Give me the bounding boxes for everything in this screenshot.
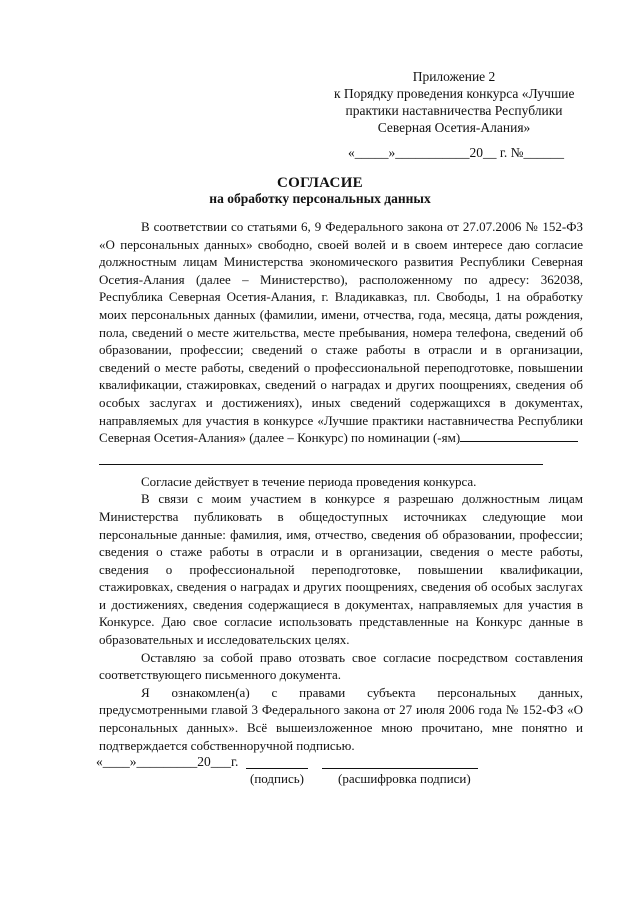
document-subtitle: на обработку персональных данных xyxy=(209,191,431,206)
paragraph-publication: В связи с моим участием в конкурсе я разрешаю должностным лицам Министерства публиковать в общедоступных источниках следующие мои персональные данные: фамилия, имя, отчество, сведения об образовании, профессии; сведения о стаже работы в отрасли и в организации, сведения о месте работы, сведения о профессиональной переподготовке, повышении квалификации, стажировках, сведения о наградах и других поощрениях, сведения об особых заслугах и достижениях, сведения содержащиеся в документах, направляемых для участия в Конкурсе. Даю свое согласие использовать представленные на Конкурс данные в образовательных и исследовательских целях. xyxy=(99,491,583,648)
document-date-number: «_____»___________20__ г. №______ xyxy=(348,145,565,160)
signature-decoding-caption: (расшифровка подписи) xyxy=(338,771,471,786)
appendix-line-4: Северная Осетия-Алания» xyxy=(377,120,531,135)
appendix-header xyxy=(334,68,574,136)
appendix-line-3: практики наставничества Республики xyxy=(345,103,563,118)
appendix-line-2: к Порядку проведения конкурса «Лучшие xyxy=(334,86,575,101)
paragraph-consent-text: В соответствии со статьями 6, 9 Федерального закона от 27.07.2006 № 152-ФЗ «О персональных данных» свободно, своей волей и в своем интересе даю согласие должностным лицам Министерства экономического развития Республики Северная Осетия-Алания (далее – Министерство), расположенному по адресу: 362038, Республика Северная Осетия-Алания, г. Владикавказ, пл. Свободы, 1 на обработку моих персональных данных (фамилии, имени, отчества, года, месяца, даты рождения, пола, сведений о месте жительства, месте пребывания, номера телефона, сведений об образовании, профессии; сведений о стаже работы в отрасли и в организации, сведений о месте работы, сведений о профессиональной переподготовке, повышении квалификации, стажировках, сведений о наградах и других поощрениях, сведения об особых заслугах и достижениях), иных сведений содержащихся в документах, направляемых для участия в конкурсе «Лучшие практики наставничества Республики Северная Осетия-Алания» (далее – Конкурс) по номинации (-ям) xyxy=(99,219,583,446)
appendix-line-1: Приложение 2 xyxy=(412,69,496,84)
paragraph-acknowledgement: Я ознакомлен(а) с правами субъекта персональных данных, предусмотренными главой 3 Федерального закона от 27 июля 2006 года № 152-ФЗ «О персональных данных». Всё вышеизложенное мною прочитано, мне понятно и подтверждается собственноручной подписью. xyxy=(99,684,583,753)
paragraph-consent xyxy=(99,218,583,447)
signature-decoding-line xyxy=(322,768,478,769)
signature-caption: (подпись) xyxy=(250,771,304,786)
paragraph-revoke: Оставляю за собой право отозвать свое согласие посредством составления соответствующего письменного документа. xyxy=(99,649,583,683)
document-title: СОГЛАСИЕ xyxy=(277,175,363,191)
document-body xyxy=(99,218,583,754)
nomination-blank-line xyxy=(99,447,543,465)
nomination-blank xyxy=(460,431,578,442)
signature-date: «____»_________20___г. xyxy=(96,754,239,769)
signature-line xyxy=(246,768,308,769)
paragraph-validity: Согласие действует в течение периода проведения конкурса. xyxy=(141,473,477,489)
